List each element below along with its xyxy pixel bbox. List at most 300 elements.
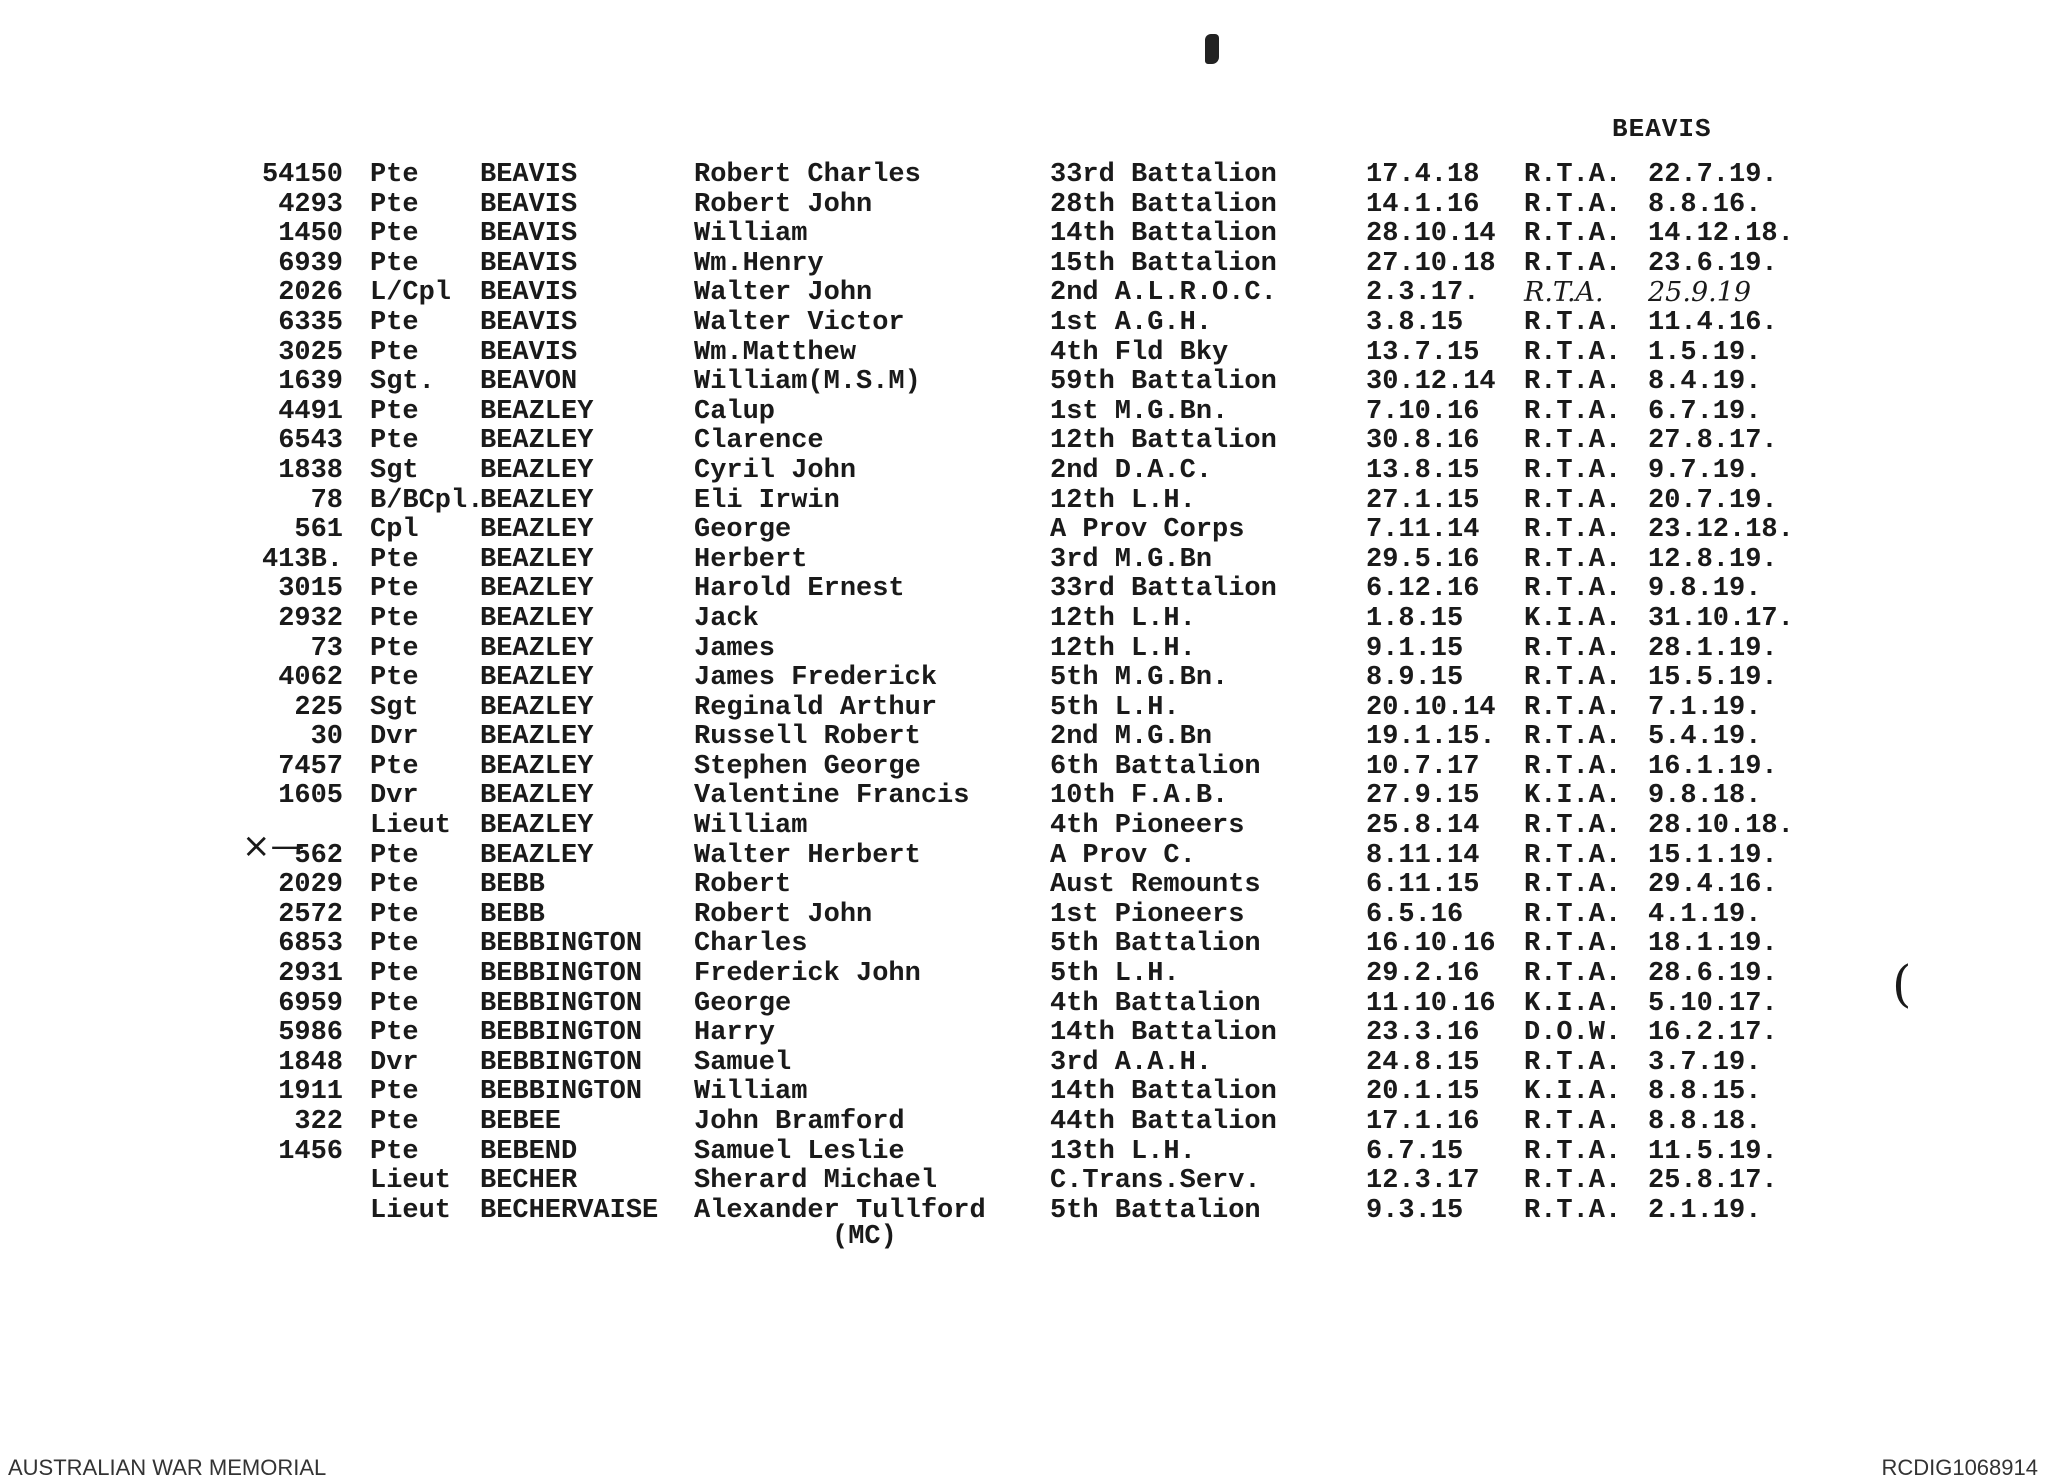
table-row [0,308,2048,338]
fate: R.T.A. [1524,840,1622,871]
enlistment-date: 9.1.15 [1366,633,1464,664]
service-number: 4491 [278,396,343,427]
fate: R.T.A. [1524,219,1622,250]
fate-date: 25.8.17. [1648,1166,1778,1197]
unit: 3rd M.G.Bn [1050,544,1213,575]
table-row [0,1048,2048,1078]
enlistment-date: 10.7.17 [1366,751,1480,782]
fate-date: 22.7.19. [1648,160,1778,190]
given-names: John Bramford [694,1107,905,1137]
unit: 28th Battalion [1050,189,1277,220]
enlistment-date: 27.10.18 [1366,248,1496,279]
surname: BEBEND [480,1136,578,1167]
ink-blot [1205,34,1219,64]
enlistment-date: 7.10.16 [1366,396,1480,427]
enlistment-date: 13.8.15 [1366,455,1480,486]
enlistment-date: 6.7.15 [1366,1136,1464,1167]
fate-date: 1.5.19. [1648,337,1762,368]
surname: BEAZLEY [480,515,594,546]
given-names: Robert Charles [694,160,921,190]
given-names: Valentine Francis [694,781,970,812]
given-names: Calup [694,396,776,427]
given-names: Reginald Arthur [694,692,938,723]
enlistment-date: 11.10.16 [1366,988,1496,1019]
table-row [0,929,2048,959]
rank: B/BCpl. [370,485,484,516]
award-note: (MC) [832,1222,897,1252]
fate-date: 9.7.19. [1648,455,1762,486]
given-names: Eli Irwin [694,485,840,516]
rank: Pte [370,396,419,427]
enlistment-date: 14.1.16 [1366,189,1480,220]
table-row [0,367,2048,397]
service-number: 1456 [278,1136,343,1167]
table-row [0,752,2048,782]
unit: 12th L.H. [1050,633,1196,664]
enlistment-date: 20.10.14 [1366,692,1496,723]
surname: BEAVIS [480,160,578,190]
fate-date: 20.7.19. [1648,485,1778,516]
fate: R.T.A. [1524,1047,1622,1078]
surname: BEAVIS [480,189,578,220]
enlistment-date: 17.4.18 [1366,160,1480,190]
surname: BEBBINGTON [480,959,643,990]
nominal-roll-table [0,160,2048,1225]
enlistment-date: 29.5.16 [1366,544,1480,575]
unit: 4th Fld Bky [1050,337,1229,368]
surname: BEAZLEY [480,485,594,516]
unit: 1st A.G.H. [1050,307,1213,338]
rank: Pte [370,1107,419,1137]
rank: Pte [370,1018,419,1049]
service-number: 2932 [278,603,343,634]
rank: Pte [370,959,419,990]
unit: 5th M.G.Bn. [1050,663,1229,694]
table-row [0,545,2048,575]
fate: R.T.A. [1524,277,1604,309]
given-names: William(M.S.M) [694,367,921,398]
unit: 4th Pioneers [1050,811,1245,842]
unit: Aust Remounts [1050,870,1261,901]
rank: Pte [370,189,419,220]
fate: R.T.A. [1524,899,1622,930]
table-row [0,870,2048,900]
service-number: 6939 [278,248,343,279]
surname: BEAZLEY [480,811,594,842]
table-row [0,219,2048,249]
table-row [0,841,2048,871]
service-number: 413B. [261,544,343,575]
fate: R.T.A. [1524,1136,1622,1167]
service-number: 3025 [278,337,343,368]
table-row [0,515,2048,545]
fate-date: 5.10.17. [1648,988,1778,1019]
enlistment-date: 27.9.15 [1366,781,1480,812]
enlistment-date: 29.2.16 [1366,959,1480,990]
surname: BEAZLEY [480,603,594,634]
surname: BEBB [480,899,545,930]
surname: BEAZLEY [480,574,594,605]
enlistment-date: 30.12.14 [1366,367,1496,398]
given-names: Cyril John [694,455,857,486]
rank: Dvr [370,781,419,812]
enlistment-date: 8.9.15 [1366,663,1464,694]
table-row [0,634,2048,664]
unit: 1st Pioneers [1050,899,1245,930]
enlistment-date: 16.10.16 [1366,929,1496,960]
service-number: 2026 [278,278,343,309]
given-names: Walter Victor [694,307,905,338]
service-number: 3015 [278,574,343,605]
rank: Sgt [370,692,419,723]
surname: BEBBINGTON [480,929,643,960]
unit: 13th L.H. [1050,1136,1196,1167]
surname: BEAVIS [480,248,578,279]
given-names: Jack [694,603,759,634]
enlistment-date: 24.8.15 [1366,1047,1480,1078]
fate: R.T.A. [1524,1166,1622,1197]
table-row [0,693,2048,723]
rank: Pte [370,426,419,457]
unit: 59th Battalion [1050,367,1277,398]
fate-date: 2.1.19. [1648,1195,1762,1226]
fate: R.T.A. [1524,189,1622,220]
given-names: Robert John [694,189,873,220]
unit: 44th Battalion [1050,1107,1277,1137]
handwritten-x-mark: ×— [242,826,305,866]
service-number: 73 [310,633,343,664]
unit: 15th Battalion [1050,248,1277,279]
given-names: Clarence [694,426,824,457]
unit: C.Trans.Serv. [1050,1166,1261,1197]
fate-date: 11.5.19. [1648,1136,1778,1167]
fate-date: 5.4.19. [1648,722,1762,753]
unit: 14th Battalion [1050,1077,1277,1108]
surname: BEAZLEY [480,455,594,486]
fate: R.T.A. [1524,959,1622,990]
enlistment-date: 1.8.15 [1366,603,1464,634]
service-number: 322 [294,1107,343,1137]
unit: 3rd A.A.H. [1050,1047,1213,1078]
enlistment-date: 7.11.14 [1366,515,1480,546]
surname: BEAZLEY [480,781,594,812]
rank: Pte [370,633,419,664]
fate-date: 12.8.19. [1648,544,1778,575]
surname: BEAVON [480,367,578,398]
unit: 5th Battalion [1050,929,1261,960]
table-row [0,663,2048,693]
rank: Dvr [370,722,419,753]
rank: L/Cpl [370,278,452,309]
given-names: Herbert [694,544,808,575]
unit: 5th L.H. [1050,692,1180,723]
rank: Lieut [370,1166,452,1197]
unit: 14th Battalion [1050,1018,1277,1049]
surname: BEBB [480,870,545,901]
fate-date: 16.2.17. [1648,1018,1778,1049]
table-row [0,722,2048,752]
fate-date: 11.4.16. [1648,307,1778,338]
unit: 2nd A.L.R.O.C. [1050,278,1277,309]
fate-date: 28.10.18. [1648,811,1794,842]
fate-date: 18.1.19. [1648,929,1778,960]
unit: 12th L.H. [1050,603,1196,634]
fate: R.T.A. [1524,307,1622,338]
rank: Pte [370,751,419,782]
rank: Pte [370,840,419,871]
given-names: Walter John [694,278,873,309]
rank: Pte [370,663,419,694]
service-number: 6543 [278,426,343,457]
fate-date: 15.1.19. [1648,840,1778,871]
rank: Pte [370,337,419,368]
rank: Pte [370,160,419,190]
fate-date: 4.1.19. [1648,899,1762,930]
service-number: 30 [310,722,343,753]
unit: 2nd D.A.C. [1050,455,1213,486]
unit: 10th F.A.B. [1050,781,1229,812]
fate: R.T.A. [1524,1107,1622,1137]
surname: BEAZLEY [480,426,594,457]
surname: BEBBINGTON [480,1047,643,1078]
table-row [0,278,2048,308]
rank: Pte [370,574,419,605]
service-number: 78 [310,485,343,516]
surname: BEAVIS [480,337,578,368]
table-row [0,989,2048,1019]
table-row [0,338,2048,368]
rank: Pte [370,307,419,338]
service-number: 1848 [278,1047,343,1078]
enlistment-date: 2.3.17. [1366,278,1480,309]
table-row [0,900,2048,930]
service-number: 4293 [278,189,343,220]
fate-date: 28.6.19. [1648,959,1778,990]
service-number: 562 [294,840,343,871]
unit: 33rd Battalion [1050,160,1277,190]
given-names: William [694,219,808,250]
given-names: Samuel [694,1047,792,1078]
table-row [0,249,2048,279]
fate-date: 31.10.17. [1648,603,1794,634]
rank: Pte [370,988,419,1019]
enlistment-date: 20.1.15 [1366,1077,1480,1108]
surname: BEAZLEY [480,692,594,723]
fate: K.I.A. [1524,988,1622,1019]
enlistment-date: 8.11.14 [1366,840,1480,871]
table-row [0,1166,2048,1196]
service-number: 54150 [261,160,343,190]
service-number: 561 [294,515,343,546]
fate: R.T.A. [1524,455,1622,486]
fate: R.T.A. [1524,337,1622,368]
fate: R.T.A. [1524,160,1622,190]
rank: Pte [370,1077,419,1108]
table-row [0,574,2048,604]
fate: R.T.A. [1524,396,1622,427]
surname-heading: BEAVIS [1612,114,1712,144]
surname: BEAVIS [480,278,578,309]
archive-source-label: AUSTRALIAN WAR MEMORIAL [8,1455,327,1480]
fate: K.I.A. [1524,781,1622,812]
service-number: 5986 [278,1018,343,1049]
given-names: Alexander Tullford [694,1195,986,1226]
rank: Sgt. [370,367,435,398]
enlistment-date: 30.8.16 [1366,426,1480,457]
given-names: James Frederick [694,663,938,694]
table-row [0,1137,2048,1167]
fate-date: 6.7.19. [1648,396,1762,427]
enlistment-date: 23.3.16 [1366,1018,1480,1049]
surname: BEBBINGTON [480,1018,643,1049]
fate: R.T.A. [1524,426,1622,457]
table-row [0,1107,2048,1137]
given-names: William [694,1077,808,1108]
given-names: Harry [694,1018,776,1049]
unit: A Prov Corps [1050,515,1245,546]
unit: 4th Battalion [1050,988,1261,1019]
fate: R.T.A. [1524,1195,1622,1226]
surname: BEAZLEY [480,663,594,694]
fate: R.T.A. [1524,751,1622,782]
fate: K.I.A. [1524,1077,1622,1108]
surname: BEAZLEY [480,840,594,871]
surname: BEAVIS [480,307,578,338]
service-number: 6959 [278,988,343,1019]
enlistment-date: 6.11.15 [1366,870,1480,901]
service-number: 225 [294,692,343,723]
fate: R.T.A. [1524,544,1622,575]
given-names: Walter Herbert [694,840,921,871]
fate-date: 8.4.19. [1648,367,1762,398]
given-names: Russell Robert [694,722,921,753]
enlistment-date: 9.3.15 [1366,1195,1464,1226]
archive-id-label: RCDIG1068914 [1881,1455,2038,1480]
table-row [0,959,2048,989]
unit: 1st M.G.Bn. [1050,396,1229,427]
given-names: William [694,811,808,842]
surname: BEBBINGTON [480,1077,643,1108]
unit: 2nd M.G.Bn [1050,722,1213,753]
surname: BEBBINGTON [480,988,643,1019]
fate-date: 14.12.18. [1648,219,1794,250]
rank: Lieut [370,811,452,842]
enlistment-date: 28.10.14 [1366,219,1496,250]
table-row [0,426,2048,456]
service-number: 2931 [278,959,343,990]
rank: Dvr [370,1047,419,1078]
given-names: Samuel Leslie [694,1136,905,1167]
enlistment-date: 25.8.14 [1366,811,1480,842]
fate-date: 15.5.19. [1648,663,1778,694]
fate: K.I.A. [1524,603,1622,634]
service-number: 2029 [278,870,343,901]
table-row [0,486,2048,516]
surname: BEAZLEY [480,544,594,575]
service-number: 6853 [278,929,343,960]
given-names: Harold Ernest [694,574,905,605]
fate-date: 3.7.19. [1648,1047,1762,1078]
service-number: 1911 [278,1077,343,1108]
unit: 14th Battalion [1050,219,1277,250]
fate: R.T.A. [1524,811,1622,842]
table-row [0,397,2048,427]
rank: Pte [370,1136,419,1167]
table-row [0,1196,2048,1226]
given-names: Wm.Henry [694,248,824,279]
fate: R.T.A. [1524,485,1622,516]
unit: 12th Battalion [1050,426,1277,457]
surname: BEAZLEY [480,751,594,782]
rank: Pte [370,870,419,901]
given-names: Robert [694,870,792,901]
service-number: 1838 [278,455,343,486]
given-names: Charles [694,929,808,960]
enlistment-date: 13.7.15 [1366,337,1480,368]
fate-date: 7.1.19. [1648,692,1762,723]
fate-date: 8.8.16. [1648,189,1762,220]
fate: R.T.A. [1524,367,1622,398]
fate-date: 8.8.18. [1648,1107,1762,1137]
rank: Lieut [370,1195,452,1226]
given-names: James [694,633,776,664]
fate: R.T.A. [1524,722,1622,753]
fate-date: 16.1.19. [1648,751,1778,782]
table-row [0,456,2048,486]
fate: R.T.A. [1524,929,1622,960]
rank: Pte [370,219,419,250]
table-row [0,781,2048,811]
unit: 33rd Battalion [1050,574,1277,605]
surname: BEAVIS [480,219,578,250]
given-names: Wm.Matthew [694,337,857,368]
given-names: George [694,515,792,546]
rank: Pte [370,248,419,279]
rank: Pte [370,544,419,575]
rank: Pte [370,929,419,960]
service-number: 1639 [278,367,343,398]
unit: 12th L.H. [1050,485,1196,516]
unit: 5th Battalion [1050,1195,1261,1226]
enlistment-date: 6.5.16 [1366,899,1464,930]
fate: R.T.A. [1524,663,1622,694]
given-names: Frederick John [694,959,921,990]
service-number: 1450 [278,219,343,250]
handwritten-paren-mark: ( [1892,955,1912,1013]
fate: R.T.A. [1524,870,1622,901]
unit: 5th L.H. [1050,959,1180,990]
fate-date: 25.9.19 [1648,277,1752,309]
table-row [0,604,2048,634]
surname: BEBEE [480,1107,562,1137]
fate-date: 29.4.16. [1648,870,1778,901]
fate-date: 23.12.18. [1648,515,1794,546]
fate-date: 9.8.19. [1648,574,1762,605]
fate-date: 28.1.19. [1648,633,1778,664]
given-names: Robert John [694,899,873,930]
service-number: 7457 [278,751,343,782]
enlistment-date: 19.1.15. [1366,722,1496,753]
table-row [0,811,2048,841]
enlistment-date: 27.1.15 [1366,485,1480,516]
service-number: 1605 [278,781,343,812]
surname: BECHERVAISE [480,1195,659,1226]
given-names: Sherard Michael [694,1166,938,1197]
enlistment-date: 6.12.16 [1366,574,1480,605]
table-row [0,1018,2048,1048]
rank: Cpl [370,515,419,546]
unit: 6th Battalion [1050,751,1261,782]
